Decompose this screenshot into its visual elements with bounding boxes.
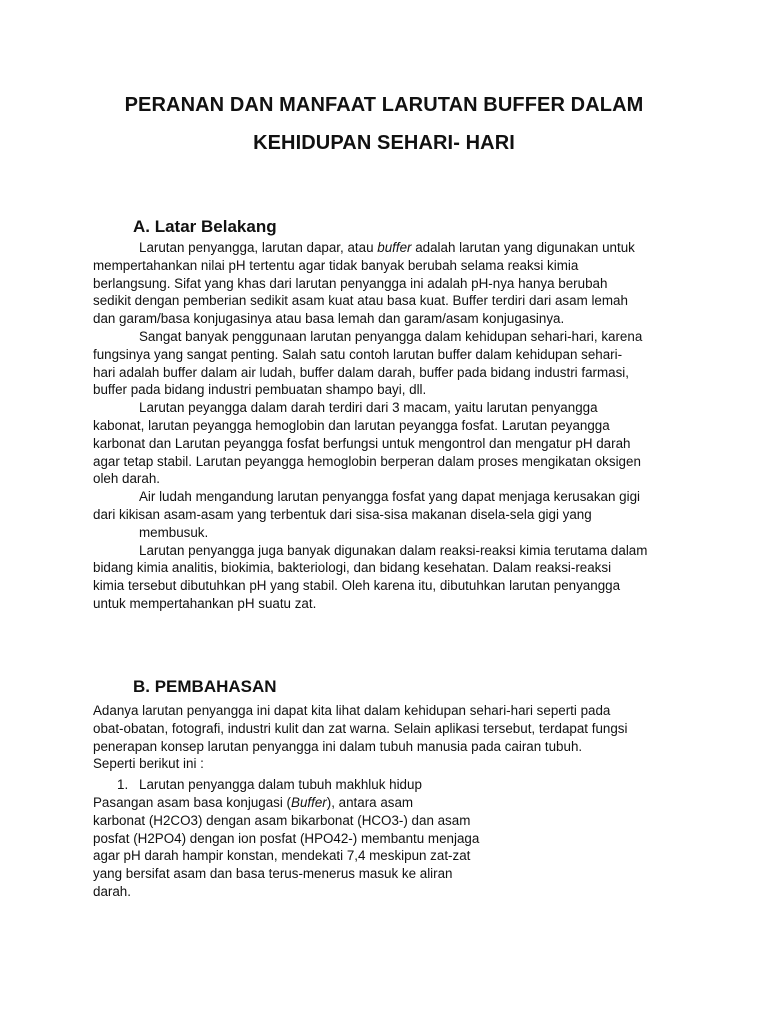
text-line: untuk mempertahankan pH suatu zat. [93, 595, 317, 611]
text-line: Seperti berikut ini : [93, 756, 204, 772]
text-line: mempertahankan nilai pH tertentu agar tidak banyak berubah selama reaksi kimia [93, 257, 579, 273]
text-line: sedikit dengan pemberian sedikit asam kuat atau basa kuat. Buffer terdiri dari asam lemah [93, 293, 628, 309]
section-a-heading: A. Latar Belakang [133, 217, 277, 236]
text-line: yang bersifat asam dan basa terus-menerus masuk ke aliran [93, 866, 453, 882]
text-line: buffer pada bidang industri pembuatan shampo bayi, dll. [93, 382, 427, 398]
list-item-label: Larutan penyangga dalam tubuh makhluk hidup [139, 777, 422, 792]
text-line: berlangsung. Sifat yang khas dari larutan penyangga ini adalah pH-nya hanya berubah [93, 275, 608, 291]
text-line: karbonat dan Larutan peyangga fosfat berfungsi untuk mengontrol dan mengatur pH darah [93, 435, 631, 451]
paragraph-2 [93, 328, 693, 399]
text-line: Larutan peyangga dalam darah terdiri dari 3 macam, yaitu larutan penyangga [139, 400, 598, 416]
buffer-term: buffer [377, 240, 412, 255]
text-line: penerapan konsep larutan penyangga ini dalam tubuh manusia pada cairan tubuh. [93, 738, 583, 754]
text-line: karbonat (H2CO3) dengan asam bikarbonat (HCO3-) dan asam [93, 812, 471, 828]
section-b-intro [93, 702, 693, 773]
text-line: hari adalah buffer dalam air ludah, buffer dalam darah, buffer pada bidang industri farmasi, [93, 364, 629, 380]
text-line: Air ludah mengandung larutan penyangga fosfat yang dapat menjaga kerusakan gigi [139, 489, 641, 505]
text-line: oleh darah. [93, 471, 161, 487]
text-line: dan garam/basa konjugasinya atau basa lemah dan garam/asam konjugasinya. [93, 311, 565, 327]
text-line: membusuk. [139, 524, 209, 540]
text-line: Adanya larutan penyangga ini dapat kita lihat dalam kehidupan sehari-hari seperti pada [93, 703, 611, 718]
text-line: Sangat banyak penggunaan larutan penyangga dalam kehidupan sehari-hari, karena [139, 328, 643, 344]
section-a-body [93, 239, 693, 613]
list-item-1-body [93, 794, 693, 901]
buffer-term: Buffer [291, 795, 327, 810]
document-title-line-2: KEHIDUPAN SEHARI- HARI [253, 132, 515, 154]
document-title-line-1: PERANAN DAN MANFAAT LARUTAN BUFFER DALAM [124, 94, 644, 116]
text-line: kabonat, larutan peyangga hemoglobin dan larutan peyangga fosfat. Larutan peyangga [93, 417, 610, 433]
text-line: posfat (H2PO4) dengan ion posfat (HPO42-) membantu menjaga [93, 830, 480, 846]
text-line: Larutan penyangga juga banyak digunakan dalam reaksi-reaksi kimia terutama dalam [139, 542, 648, 558]
paragraph-3 [93, 399, 693, 488]
paragraph-1 [93, 239, 693, 328]
list-number: 1. [117, 777, 129, 792]
text-line: obat-obatan, fotografi, industri kulit dan zat warna. Selain aplikasi tersebut, terdapat fungsi [93, 720, 628, 736]
text-line: agar tetap stabil. Larutan peyangga hemoglobin berperan dalam proses mengikatan oksigen [93, 453, 641, 469]
text-line: fungsinya yang sangat penting. Salah satu contoh larutan buffer dalam kehidupan sehari- [93, 346, 623, 362]
text-line: bidang kimia analitis, biokimia, bakteriologi, dan bidang kesehatan. Dalam reaksi-reaksi [93, 560, 612, 576]
list-item-1 [117, 776, 422, 794]
text-line: darah. [93, 883, 131, 899]
section-b-heading: B. PEMBAHASAN [133, 677, 277, 696]
paragraph-5 [93, 542, 693, 613]
text-line: Pasangan asam basa konjugasi (Buffer), antara asam [93, 795, 414, 810]
text-line: kimia tersebut dibutuhkan pH yang stabil. Oleh karena itu, dibutuhkan larutan penyangga [93, 578, 621, 594]
text-line: dari kikisan asam-asam yang terbentuk dari sisa-sisa makanan disela-sela gigi yang [93, 506, 592, 522]
paragraph-4 [93, 488, 693, 541]
text-line: agar pH darah hampir konstan, mendekati 7,4 meskipun zat-zat [93, 848, 471, 864]
text-line: Larutan penyangga, larutan dapar, atau buffer adalah larutan yang digunakan untuk [139, 240, 635, 255]
